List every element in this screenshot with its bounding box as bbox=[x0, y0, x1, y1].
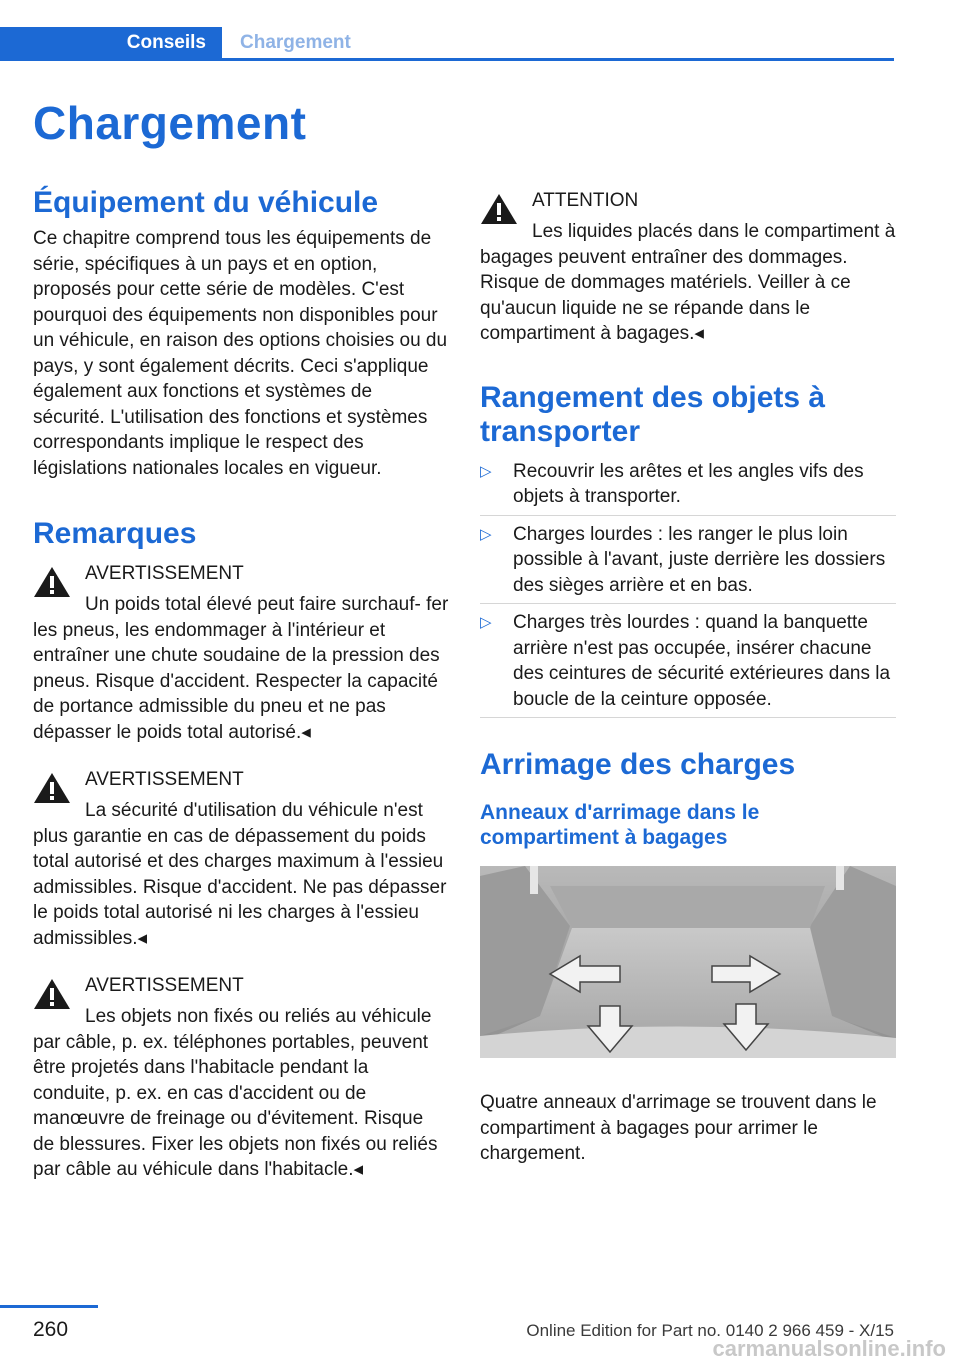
section-title-arrimage: Arrimage des charges bbox=[480, 748, 796, 781]
section-title-remarques: Remarques bbox=[33, 517, 197, 550]
equipement-paragraph: Ce chapitre comprend tous les équipements de série, spécifiques à un pays et en option, proposés pour cette série de modèles. C'est pourquoi des équipements non disponibles pour un véhicule, en raison des options choisies ou du pays, y sont également décrits. Ceci s'applique également aux fonctions et systèmes de sécurité. L'utilisation des fonctions et systèmes correspondants implique le respect des législations nationales locales en vigueur. bbox=[33, 228, 448, 479]
right-column bbox=[480, 186, 896, 1167]
warning-heading: AVERTISSEMENT bbox=[85, 975, 244, 996]
warning-text-first: Les objets non fixés ou reliés au véhicule bbox=[85, 1006, 432, 1027]
warning-heading: AVERTISSEMENT bbox=[85, 563, 244, 584]
attention-block bbox=[480, 188, 896, 347]
section-title-equipement: Équipement du véhicule bbox=[33, 186, 379, 219]
triangle-bullet-icon: ▷ bbox=[480, 462, 492, 480]
left-column bbox=[33, 186, 449, 1183]
page-number: 260 bbox=[33, 1318, 69, 1341]
subsection-title-anneaux: Anneaux d'arrimage dans le compartiment à bagages bbox=[480, 801, 760, 849]
attention-heading: ATTENTION bbox=[532, 190, 639, 211]
warning-block-2 bbox=[33, 767, 449, 951]
warning-text-first: Un poids total élevé peut faire surchauf- bbox=[85, 594, 421, 615]
warning-text-first: La sécurité d'utilisation du véhicule n'est bbox=[85, 800, 423, 821]
attention-text-rest: à bagages peuvent entraîner des dommages. Risque de dommages matériels. Veiller à ce qu'aucun liquide ne se répande dans le compartiment à bagages.◂ bbox=[480, 221, 896, 344]
warning-triangle-icon bbox=[33, 771, 71, 805]
footer-rule bbox=[0, 1305, 98, 1308]
page-title: Chargement bbox=[33, 97, 307, 149]
attention-text-first: Les liquides placés dans le compartiment bbox=[532, 221, 880, 242]
warning-block-3 bbox=[33, 973, 449, 1183]
warning-heading: AVERTISSEMENT bbox=[85, 769, 244, 790]
trunk-lashing-eyes-illustration bbox=[480, 866, 896, 1058]
warning-text-rest: plus garantie en cas de dépassement du poids total autorisé et des charges maximum à l'essieu admissibles. Risque d'accident. Ne pas dépasser le poids total autorisé ni les charges à l'essieu admissibles.◂ bbox=[33, 825, 447, 949]
chapter-tab-bar bbox=[0, 27, 894, 61]
warning-triangle-icon bbox=[480, 192, 518, 226]
warning-triangle-icon bbox=[33, 565, 71, 599]
section-title-rangement: Rangement des objets à transporter bbox=[480, 380, 826, 448]
image-caption: Quatre anneaux d'arrimage se trouvent dans le compartiment à bagages pour arrimer le chargement. bbox=[480, 1092, 877, 1164]
warning-text-rest: par câble, p. ex. téléphones portables, peuvent être projetés dans l'habitacle pendant la conduite, p. ex. en cas d'accident ou de manœuvre de freinage ou d'évitement. Risque de blessures. Fixer les objets non fixés ou reliés par câble au véhicule dans l'habitacle.◂ bbox=[33, 1031, 438, 1180]
warning-block-1 bbox=[33, 561, 449, 745]
edition-note: Online Edition for Part no. 0140 2 966 459 - X/15 bbox=[526, 1321, 894, 1340]
rangement-list bbox=[480, 459, 896, 719]
list-item-text: Recouvrir les arêtes et les angles vifs des objets à transporter. bbox=[513, 460, 864, 507]
warning-triangle-icon bbox=[33, 977, 71, 1011]
list-item-text: Charges très lourdes : quand la banquette arrière n'est pas occupée, insérer chacune des ceintures de sécurité extérieures dans la boucle de la ceinture opposée. bbox=[513, 612, 891, 710]
warning-text-rest: fer les pneus, les endommager à l'intérieur et entraîner une chute soudaine de la pression des pneus. Risque d'accident. Respecter la capacité de portance admissible du pneu et ne pas dépasser le poids total autorisé.◂ bbox=[33, 594, 449, 743]
watermark: carmanualsonline.info bbox=[712, 1336, 946, 1361]
tab-chargement[interactable]: Chargement bbox=[240, 32, 351, 53]
list-item bbox=[480, 522, 896, 605]
list-item bbox=[480, 459, 896, 516]
list-item-text: Charges lourdes : les ranger le plus loin possible à l'avant, juste derrière les dossiers des sièges arrière et en bas. bbox=[513, 523, 886, 596]
triangle-bullet-icon: ▷ bbox=[480, 525, 492, 543]
tab-conseils[interactable]: Conseils bbox=[0, 27, 222, 58]
triangle-bullet-icon: ▷ bbox=[480, 614, 492, 631]
list-item bbox=[480, 610, 896, 718]
